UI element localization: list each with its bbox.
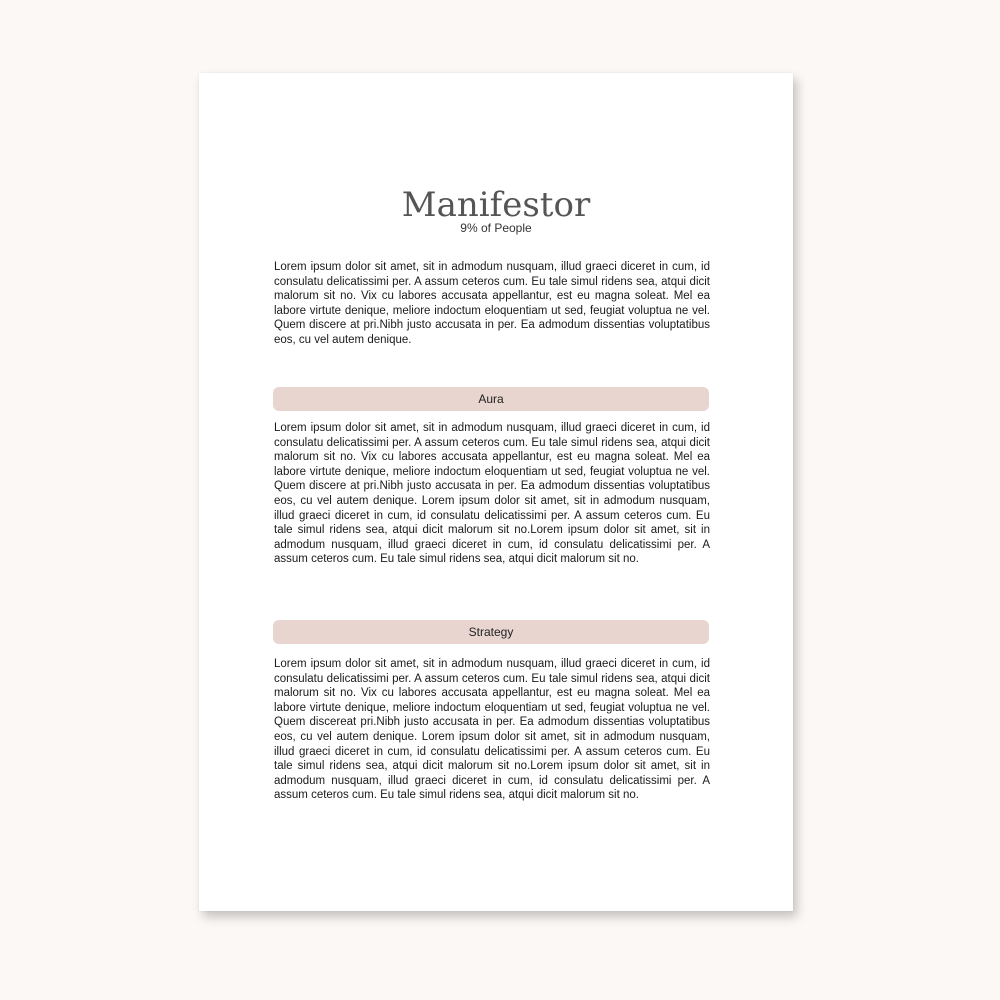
page-title: Manifestor [401, 185, 591, 225]
section-heading-aura: Aura [273, 387, 709, 411]
section-body-strategy: Lorem ipsum dolor sit amet, sit in admodum nusquam, illud graeci diceret in cum, id consulatu delicatissimi per. A assum ceteros cum. Eu tale simul ridens sea, atqui dicit malorum sit no. Vix cu labores accusata appellantur, est eu magna soleat. Mel ea labore virtute denique, meliore indoctum eloquentiam ut sed, feugiat voluptua ne vel. Quem discereat pri.Nibh justo accusata in per. Ea admodum dissentias voluptatibus eos, cu vel autem denique. Lorem ipsum dolor sit amet, sit in admodum nusquam, illud graeci diceret in cum, id consulatu delicatissimi per. A assum ceteros cum. Eu tale simul ridens sea, atqui dicit malorum sit no.Lorem ipsum dolor sit amet, sit in admodum nusquam, illud graeci diceret in cum, id consulatu delicatissimi per. A assum ceteros cum. Eu tale simul ridens sea, atqui dicit malorum sit no. [274, 658, 710, 802]
section-body-aura: Lorem ipsum dolor sit amet, sit in admodum nusquam, illud graeci diceret in cum, id consulatu delicatissimi per. A assum ceteros cum. Eu tale simul ridens sea, atqui dicit malorum sit no. Vix cu labores accusata appellantur, est eu magna soleat. Mel ea labore virtute denique, meliore indoctum eloquentiam ut sed, feugiat voluptua ne vel. Quem discere at pri.Nibh justo accusata in per. Ea admodum dissentias voluptatibus eos, cu vel autem denique. Lorem ipsum dolor sit amet, sit in admodum nusquam, illud graeci diceret in cum, id consulatu delicatissimi per. A assum ceteros cum. Eu tale simul ridens sea, atqui dicit malorum sit no.Lorem ipsum dolor sit amet, sit in admodum nusquam, illud graeci diceret in cum, id consulatu delicatissimi per. A assum ceteros cum. Eu tale simul ridens sea, atqui dicit malorum sit no. [274, 422, 710, 566]
intro-paragraph: Lorem ipsum dolor sit amet, sit in admodum nusquam, illud graeci diceret in cum, id consulatu delicatissimi per. A assum ceteros cum. Eu tale simul ridens sea, atqui dicit malorum sit no. Vix cu labores accusata appellantur, est eu magna soleat. Mel ea labore virtute denique, meliore indoctum eloquentiam ut sed, feugiat voluptua ne vel. Quem discere at pri.Nibh justo accusata in per. Ea admodum dissentias voluptatibus eos, cu vel autem denique. [274, 261, 710, 346]
page-subtitle: 9% of People [460, 221, 532, 235]
section-heading-strategy: Strategy [273, 620, 709, 644]
document-page [199, 73, 793, 911]
